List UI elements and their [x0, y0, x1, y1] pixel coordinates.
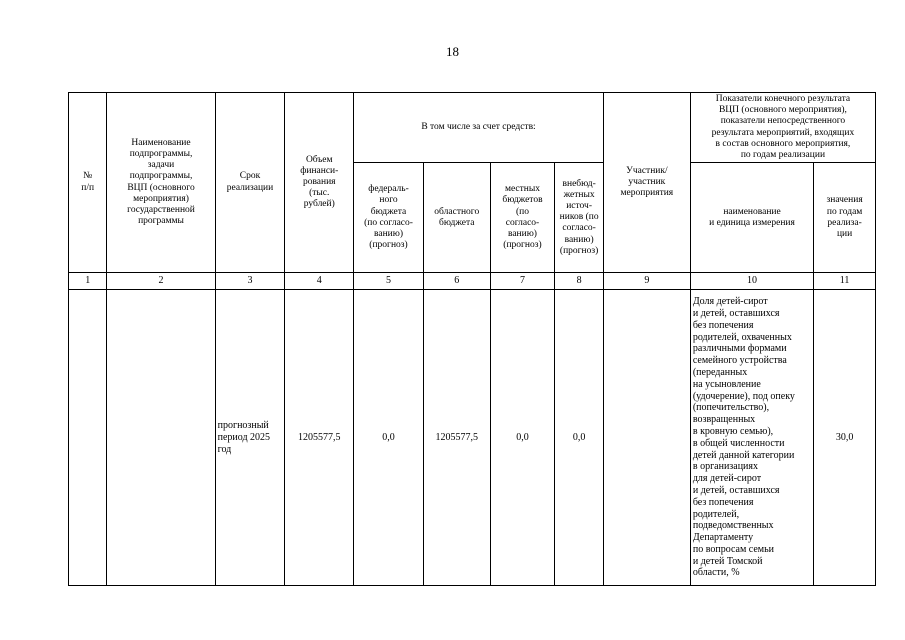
column-number: 7 — [490, 273, 555, 290]
cell-participant — [603, 290, 690, 586]
cell-num — [69, 290, 107, 586]
cell-name — [107, 290, 215, 586]
column-number: 2 — [107, 273, 215, 290]
column-number: 6 — [423, 273, 490, 290]
header-num: № п/п — [69, 93, 107, 273]
program-table — [68, 92, 876, 586]
column-number: 8 — [555, 273, 604, 290]
cell-indicator: Доля детей-сирот и детей, оставшихся без попечения родителей, охваченных различными формами семейного устройства (переданных на усыновление (удочерение), под опеку (попечительство), возвращенных в кровную семью), в общей численности детей данной категории в организациях для детей-сирот и детей, оставшихся без попечения родителей, подведомственных Департаменту по вопросам семьи и детей Томской области, % — [690, 290, 813, 586]
table-row — [69, 290, 876, 586]
column-number: 9 — [603, 273, 690, 290]
cell-federal: 0,0 — [354, 290, 424, 586]
header-participant: Участник/ участник мероприятия — [603, 93, 690, 273]
column-number: 3 — [215, 273, 285, 290]
header-regional: областного бюджета — [423, 163, 490, 273]
cell-extra: 0,0 — [555, 290, 604, 586]
header-extra: внебюд- жетных источ- ников (по согласо- ванию) (прогноз) — [555, 163, 604, 273]
cell-total: 1205577,5 — [285, 290, 354, 586]
header-indicator-name: наименование и единица измерения — [690, 163, 813, 273]
column-number-row — [69, 273, 876, 290]
header-total: Объем финанси- рования (тыс. рублей) — [285, 93, 354, 273]
page-number: 18 — [446, 44, 459, 59]
column-number: 11 — [814, 273, 876, 290]
header-indicator-value: значения по годам реализа- ции — [814, 163, 876, 273]
column-number: 5 — [354, 273, 424, 290]
header-period: Срок реализации — [215, 93, 285, 273]
header-funding-group: В том числе за счет средств: — [354, 93, 604, 163]
header-federal: федераль- ного бюджета (по согласо- ванию) (прогноз) — [354, 163, 424, 273]
cell-regional: 1205577,5 — [423, 290, 490, 586]
cell-local: 0,0 — [490, 290, 555, 586]
header-local: местных бюджетов (по согласо- ванию) (прогноз) — [490, 163, 555, 273]
column-number: 4 — [285, 273, 354, 290]
header-name: Наименование подпрограммы, задачи подпрограммы, ВЦП (основного мероприятия) государственной программы — [107, 93, 215, 273]
column-number: 10 — [690, 273, 813, 290]
header-indicators-group: Показатели конечного результата ВЦП (основного мероприятия), показатели непосредственного результата мероприятий, входящих в состав основного мероприятия, по годам реализации — [690, 93, 875, 163]
cell-value: 30,0 — [814, 290, 876, 586]
column-number: 1 — [69, 273, 107, 290]
cell-period: прогнозный период 2025 год — [215, 290, 285, 586]
